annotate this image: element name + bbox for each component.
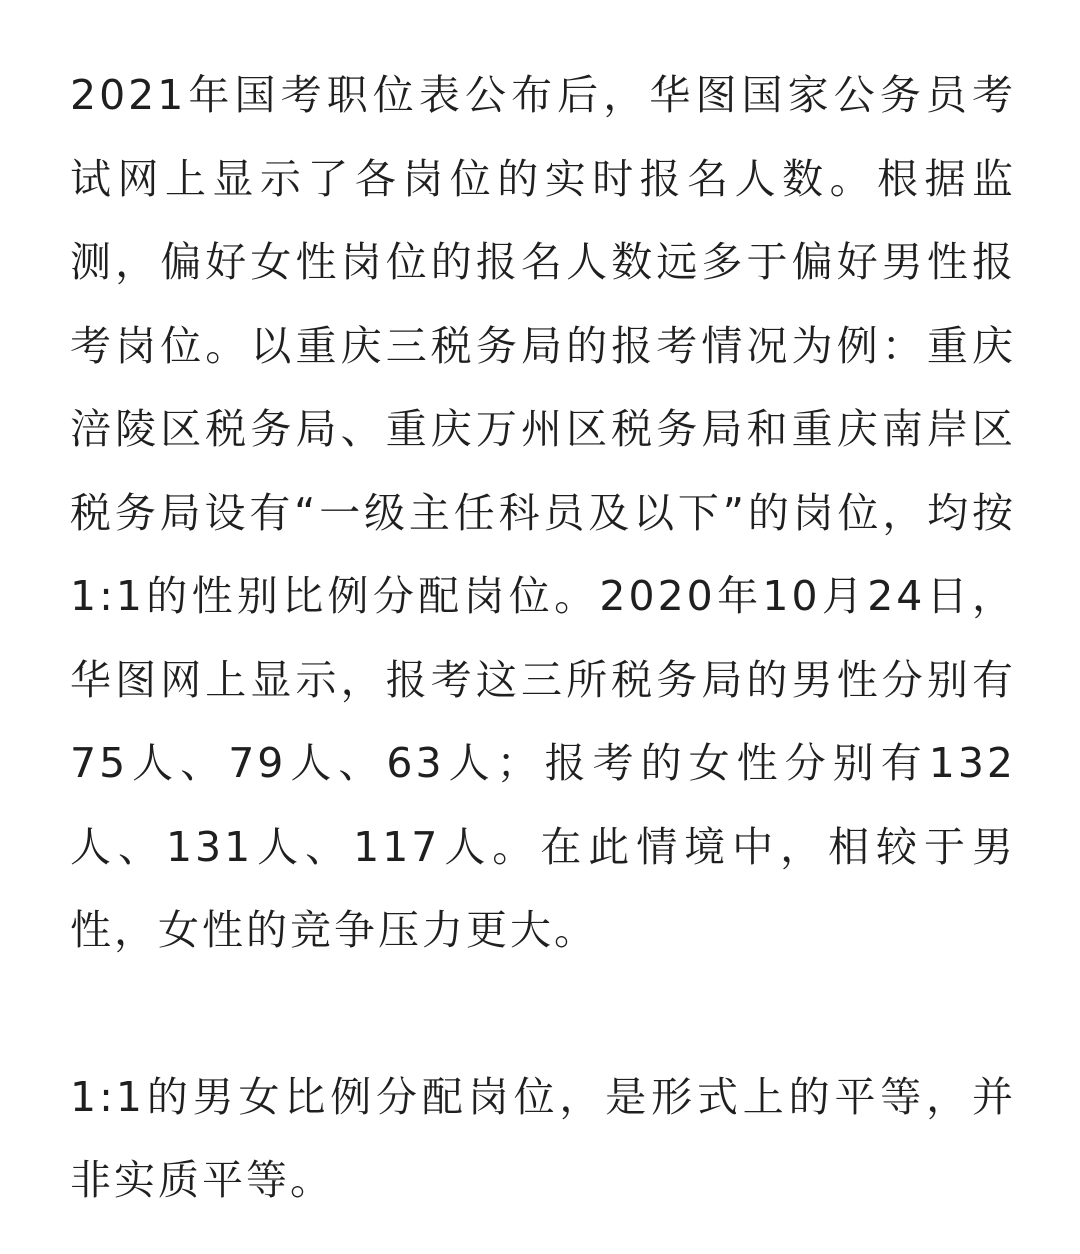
paragraph-conclusion: 1:1的男女比例分配岗位，是形式上的平等，并非实质平等。 (70, 1072, 1016, 1204)
article-body (70, 54, 1016, 1223)
paragraph-context: 2021年国考职位表公布后，华图国家公务员考试网上显示了各岗位的实时报名人数。根据监测，偏好女性岗位的报名人数远多于偏好男性报考岗位。以重庆三税务局的报考情况为例：重庆涪陵区税务局、重庆万州区税务局和重庆南岸区税务局设有“一级主任科员及以下”的岗位，均按1:1的性别比例分配岗位。2020年10月24日，华图网上显示，报考这三所税务局的男性分别有75人、79人、63人；报考的女性分别有132人、131人、117人。在此情境中，相较于男性，女性的竞争压力更大。 (70, 71, 1016, 954)
